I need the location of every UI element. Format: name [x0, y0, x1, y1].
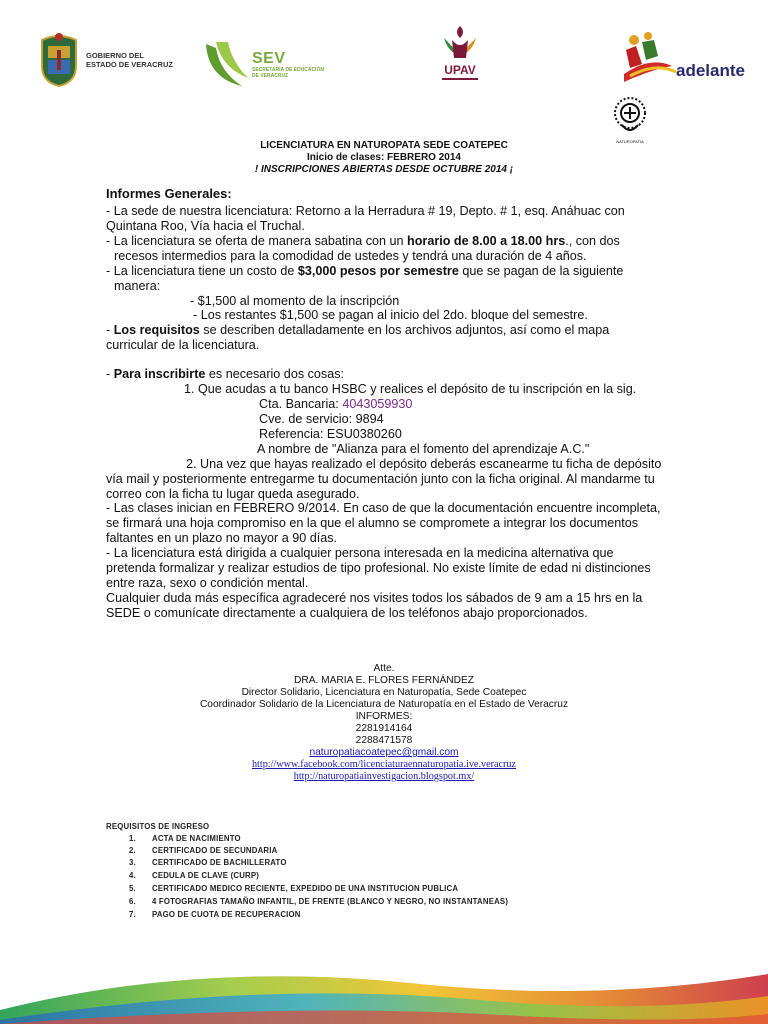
costo-line-1	[106, 264, 623, 278]
atte: Atte.	[373, 663, 395, 674]
clave-servicio: Cve. de servicio: 9894	[259, 412, 384, 426]
req-num-5: 5.	[129, 884, 136, 893]
sev-sub-line-1: SECRETARÍA DE EDUCACIÓN	[252, 67, 324, 73]
upav-logo	[438, 22, 482, 88]
dirigida-line-1: - La licenciatura está dirigida a cualquier persona interesada en la medicina alternativa que	[106, 546, 614, 560]
step-2-line-2: vía mail y posteriormente entregarme tu documentación junto con la ficha original. Al mandarme tu	[106, 472, 655, 486]
naturopatia-text: NATUROPATIA	[616, 139, 644, 144]
req-bold: Los requisitos	[113, 323, 200, 337]
veracruz-coat-of-arms-logo	[38, 30, 80, 88]
signer-role-2: Coordinador Solidario de la Licenciatura de Naturopatía en el Estado de Veracruz	[199, 699, 569, 710]
clases-line-3: faltantes en un plazo no mayor a 90 días.	[106, 531, 338, 545]
step-1: 1. Que acudas a tu banco HSBC y realices el depósito de tu inscripción en la sig.	[184, 382, 637, 396]
requisitos-title: REQUISITOS DE INGRESO	[106, 822, 210, 831]
insc-bold: Para inscribirte	[113, 367, 206, 381]
insc-post: es necesario dos cosas:	[205, 367, 345, 381]
blog-row	[0, 771, 768, 783]
duda-line-2: SEDE o comunícate directamente a cualquiera de los teléfonos abajo proporcionados.	[106, 606, 588, 620]
email-row	[0, 747, 768, 759]
dirigida-line-3: entre raza, sexo o condición mental.	[106, 576, 309, 590]
class-start: Inicio de clases: FEBRERO 2014	[307, 152, 461, 163]
phone-2: 2288471578	[355, 735, 413, 746]
insc-pre: -	[106, 367, 114, 381]
req-num-4: 4.	[129, 871, 136, 880]
enrollment-announcement: ! INSCRIPCIONES ABIERTAS DESDE OCTUBRE 2014 ¡	[254, 164, 514, 175]
req-num-3: 3.	[129, 858, 136, 867]
req-item-2: CERTIFICADO DE SECUNDARIA	[152, 846, 278, 855]
clases-line-2: se firmará una hoja compromiso en la que el alumno se compromete a integrar los documentos	[106, 516, 639, 530]
req-item-3: CERTIFICADO DE BACHILLERATO	[152, 858, 287, 867]
req-post: se describen detalladamente en los archivos adjuntos, así como el mapa	[199, 323, 610, 337]
costo-pre: - La licenciatura tiene un costo de	[106, 264, 298, 278]
req-item-4: CEDULA DE CLAVE (CURP)	[152, 871, 260, 880]
facebook-row	[0, 759, 768, 771]
clases-line-1: - Las clases inician en FEBRERO 9/2014. En caso de que la documentación encuentre incompleta,	[106, 501, 661, 515]
req-num-1: 1.	[129, 834, 136, 843]
sede-line-2: Quintana Roo, Vía hacia el Truchal.	[106, 219, 305, 233]
informes-label: INFORMES:	[355, 711, 413, 722]
costo-line-2: manera:	[114, 279, 161, 293]
req-num-7: 7.	[129, 910, 136, 919]
req-num-2: 2.	[129, 846, 136, 855]
sev-title: SEV	[252, 50, 286, 67]
cta-label: Cta. Bancaria:	[259, 397, 343, 411]
adelante-text: adelante	[676, 61, 745, 80]
dirigida-line-2: pretenda formalizar y realizar estudios de tipo profesional. No existe límite de edad ni distinciones	[106, 561, 651, 575]
req-pre: -	[106, 323, 114, 337]
sev-leaf-logo	[202, 38, 250, 90]
informes-heading: Informes Generales:	[106, 186, 232, 201]
horario-pre: - La licenciatura se oferta de manera sabatina con un	[106, 234, 408, 248]
inscribirte-line	[106, 367, 344, 381]
gobierno-line-1: GOBIERNO DEL	[86, 51, 144, 60]
horario-post: ., con dos	[565, 234, 620, 248]
email-link[interactable]: naturopatiacoatepec@gmail.com	[309, 747, 459, 758]
req-item-1: ACTA DE NACIMIENTO	[152, 834, 241, 843]
signer-name: DRA. MARIA E. FLORES FERNÁNDEZ	[293, 675, 474, 686]
a-nombre-de: A nombre de "Alianza para el fomento del aprendizaje A.C."	[257, 442, 590, 456]
facebook-link[interactable]: http://www.facebook.com/licenciaturaennaturopatia.ive.veracruz	[251, 759, 517, 770]
sev-subtitle	[252, 67, 324, 79]
phone-1: 2281914164	[355, 723, 413, 734]
blog-link[interactable]: http://naturopatiainvestigacion.blogspot.mx/	[293, 771, 475, 782]
sede-line-1: - La sede de nuestra licenciatura: Retorno a la Herradura # 19, Depto. # 1, esq. Anáhuac con	[106, 204, 625, 218]
req-num-6: 6.	[129, 897, 136, 906]
signer-role-1: Director Solidario, Licenciatura en Naturopatía, Sede Coatepec	[241, 687, 527, 698]
horario-line-1	[106, 234, 620, 248]
footer-color-wave	[0, 940, 768, 1024]
sev-sub-line-2: DE VERACRUZ	[252, 73, 289, 79]
step-2-line-1: 2. Una vez que hayas realizado el depósito deberás escanearme tu ficha de depósito	[186, 457, 662, 471]
adelante-logo	[620, 26, 745, 84]
pago-2: - Los restantes $1,500 se pagan al inicio del 2do. bloque del semestre.	[193, 308, 588, 322]
referencia: Referencia: ESU0380260	[259, 427, 402, 441]
gobierno-line-2: ESTADO DE VERACRUZ	[86, 60, 173, 69]
pago-1: - $1,500 al momento de la inscripción	[190, 294, 400, 308]
requisitos-line-2: curricular de la licenciatura.	[106, 338, 260, 352]
costo-post: que se pagan de la siguiente	[458, 264, 624, 278]
naturopatia-logo	[608, 95, 652, 145]
req-item-6: 4 FOTOGRAFIAS TAMAÑO INFANTIL, DE FRENTE (BLANCO Y NEGRO, NO INSTANTANEAS)	[152, 897, 509, 906]
horario-bold: horario de 8.00 a 18.00 hrs	[407, 234, 566, 248]
requisitos-line-1	[106, 323, 609, 337]
upav-text: UPAV	[444, 63, 476, 77]
gobierno-veracruz-label	[86, 51, 173, 69]
costo-bold: $3,000 pesos por semestre	[297, 264, 459, 278]
step-2-line-3: correo con la ficha tu lugar queda asegurado.	[106, 487, 360, 501]
duda-line-1: Cualquier duda más específica agradeceré nos visites todos los sábados de 9 am a 15 hrs en la	[106, 591, 643, 605]
cta-value: 4043059930	[342, 397, 413, 411]
req-item-5: CERTIFICADO MEDICO RECIENTE, EXPEDIDO DE UNA INSTITUCION PUBLICA	[152, 884, 459, 893]
program-title: LICENCIATURA EN NATUROPATA SEDE COATEPEC	[260, 140, 508, 151]
cuenta-bancaria	[259, 397, 412, 411]
req-item-7: PAGO DE CUOTA DE RECUPERACION	[152, 910, 301, 919]
horario-line-2: recesos intermedios para la comodidad de ustedes y tendrá una duración de 4 años.	[114, 249, 587, 263]
